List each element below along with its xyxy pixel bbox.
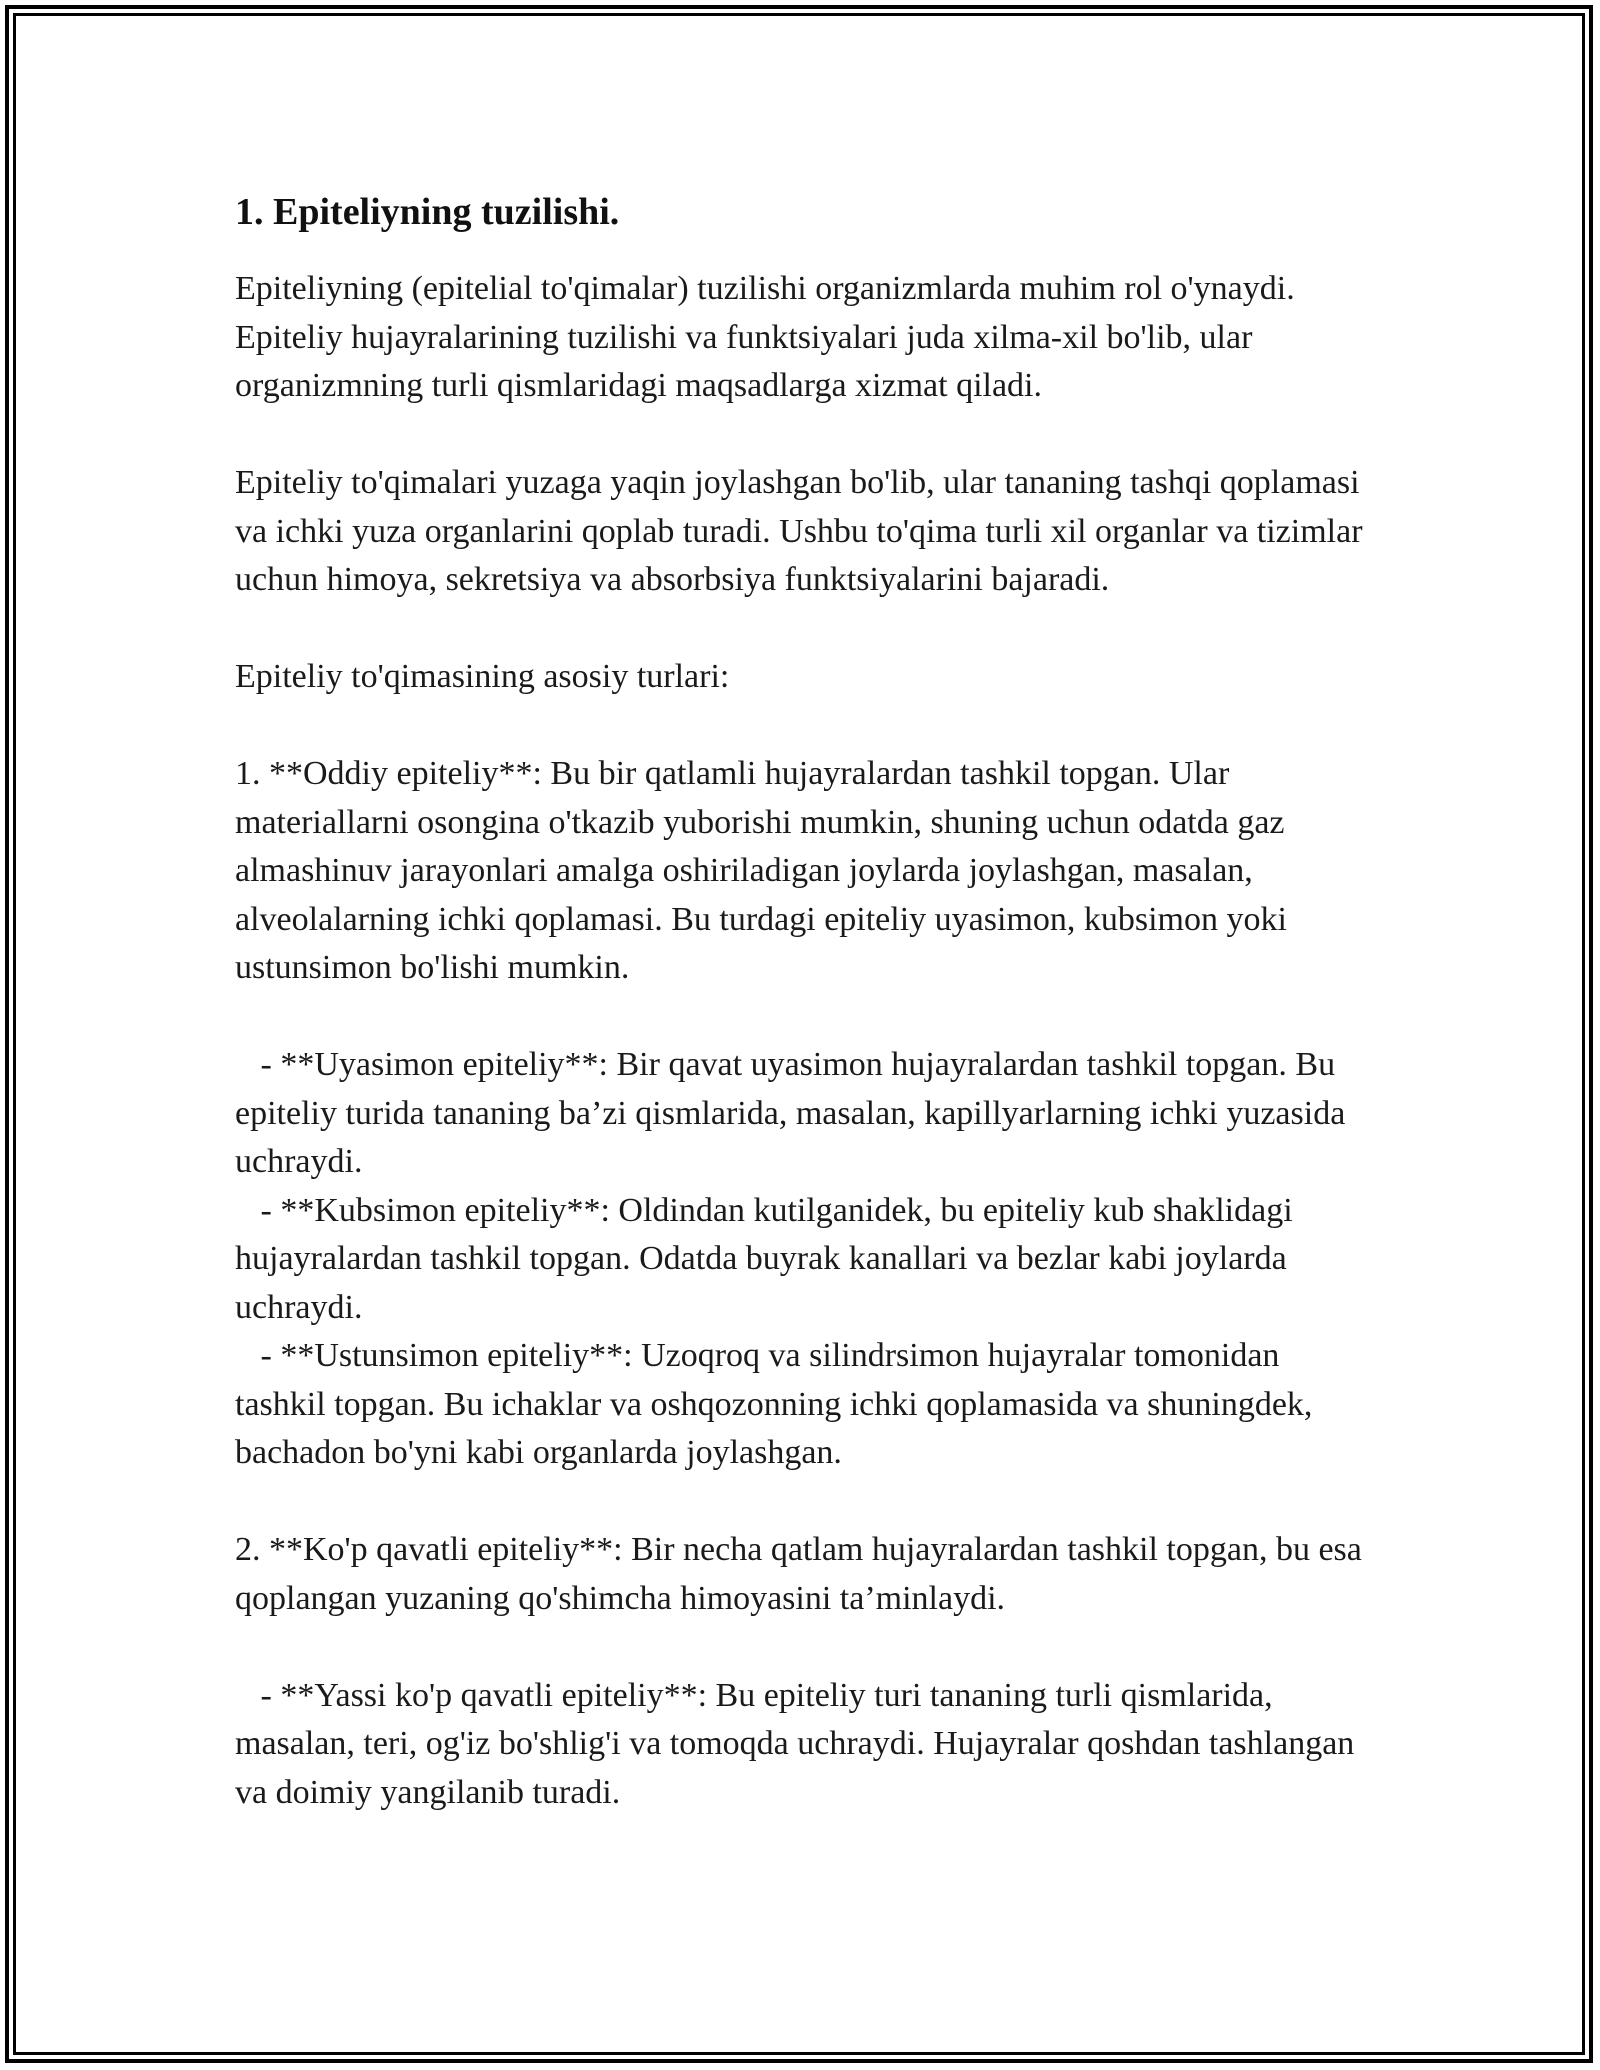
paragraph-intro: Epiteliyning (epitelial to'qimalar) tuzilishi organizmlarda muhim rol o'ynaydi. Epiteliy hujayralarining tuzilishi va funktsiyalari juda xilma-xil bo'lib, ular organizmning turli qismlaridagi maqsadlarga xizmat qiladi. xyxy=(235,270,1304,405)
paragraph-simple-epithelium: 1. **Oddiy epiteliy**: Bu bir qatlamli hujayralardan tashkil topgan. Ular materiallarni osongina o'tkazib yuborishi mumkin, shuning uchun odatda gaz almashinuv jarayonlari amalga oshiriladigan joylarda joylashgan, masalan, alveolalarning ichki qoplamasi. Bu turdagi epiteliy uyasimon, kubsimon yoki ustunsimon bo'lishi mumkin. xyxy=(235,755,1296,987)
paragraph-columnar: - **Ustunsimon epiteliy**: Uzoqroq va silindrsimon hujayralar tomonidan tashkil topgan. Bu ichaklar va oshqozonning ichki qoplamasida va shuningdek, bachadon bo'yni kabi organlarda joylashgan. xyxy=(235,1337,1321,1472)
paragraph-squamous: - **Uyasimon epiteliy**: Bir qavat uyasimon hujayralardan tashkil topgan. Bu epiteliy turida tananing ba’zi qismlarida, masalan, kapillyarlarning ichki yuzasida uchraydi. xyxy=(235,1046,1354,1181)
paragraph-cuboidal: - **Kubsimon epiteliy**: Oldindan kutilganidek, bu epiteliy kub shaklidagi hujayralardan tashkil topgan. Odatda buyrak kanallari va bezlar kabi joylarda uchraydi. xyxy=(235,1191,1302,1326)
paragraph-stratified: 2. **Ko'p qavatli epiteliy**: Bir necha qatlam hujayralardan tashkil topgan, bu esa qoplangan yuzaning qo'shimcha himoyasini ta’minlaydi. xyxy=(235,1531,1371,1617)
paragraph-stratified-squamous: - **Yassi ko'p qavatli epiteliy**: Bu epiteliy turi tananing turli qismlarida, masalan, teri, og'iz bo'shlig'i va tomoqda uchraydi. Hujayralar qoshdan tashlangan va doimiy yangilanib turadi. xyxy=(235,1676,1363,1811)
paragraph-types-heading: Epiteliy to'qimasining asosiy turlari: xyxy=(235,658,730,696)
paragraph-location: Epiteliy to'qimalari yuzaga yaqin joylashgan bo'lib, ular tananing tashqi qoplamasi va ichki yuza organlarini qoplab turadi. Ushbu to'qima turli xil organlar va tizimlar uchun himoya, sekretsiya va absorbsiya funktsiyalarini bajaradi. xyxy=(235,464,1372,599)
document-body xyxy=(235,188,1372,1866)
page-title: 1. Epiteliyning tuzilishi. xyxy=(235,191,620,233)
